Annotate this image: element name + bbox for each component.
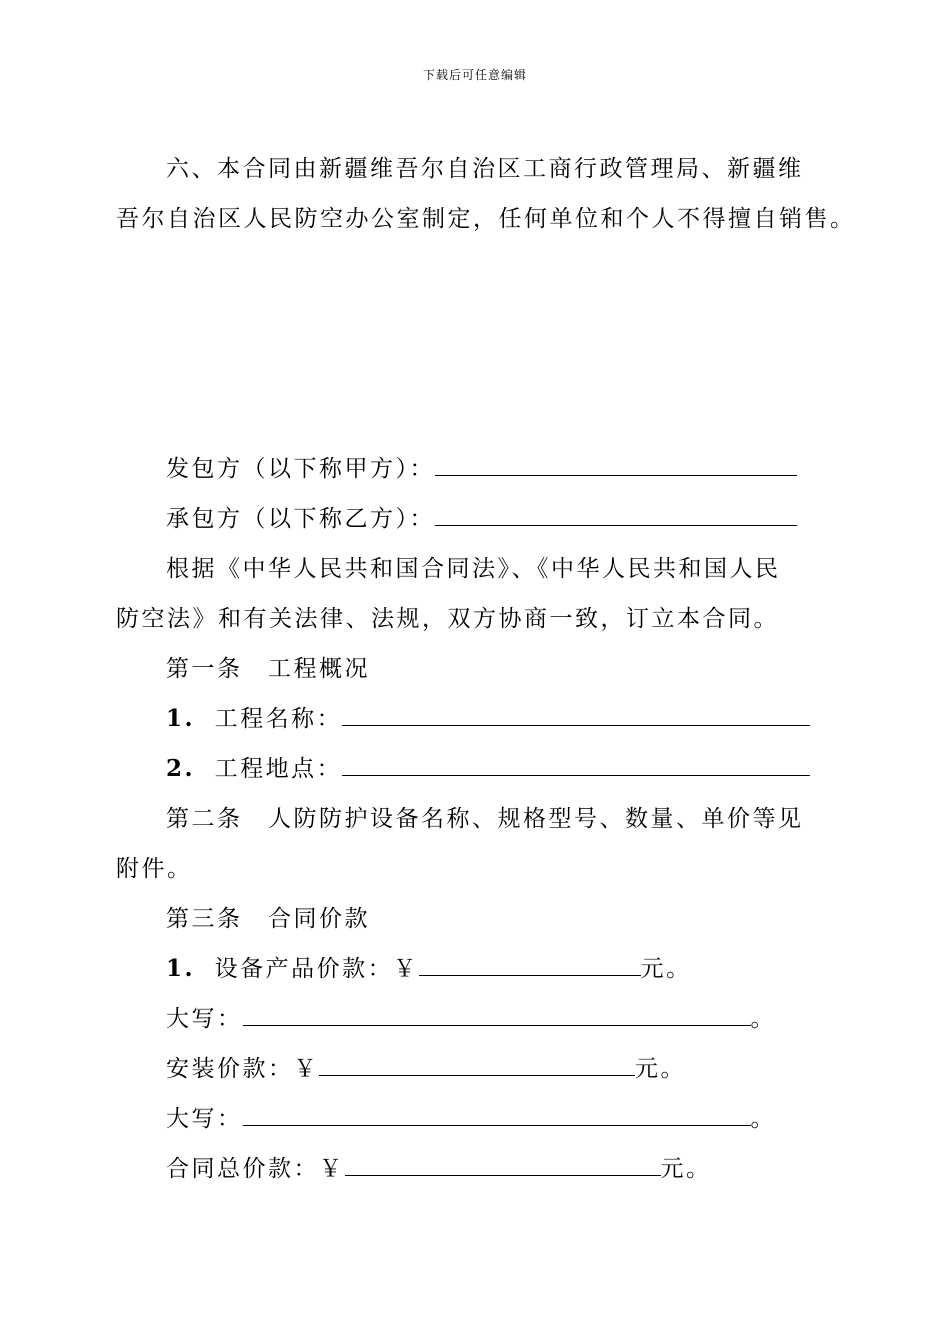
project-location-label: 工程地点： (214, 756, 343, 782)
party-b-blank[interactable] (435, 505, 797, 526)
project-location-blank[interactable] (342, 755, 810, 776)
equipment-price-label: 设备产品价款：￥ (214, 956, 419, 982)
article-1-title: 第一条 工程概况 (166, 656, 370, 682)
project-name-label: 工程名称： (214, 706, 343, 732)
yuan-unit: 元。 (640, 956, 692, 982)
project-name-blank[interactable] (342, 705, 810, 726)
party-b-row (166, 504, 797, 534)
item-number: 1. (166, 955, 196, 982)
equipment-price-row (166, 954, 692, 984)
equipment-daxie-row (166, 1004, 776, 1034)
install-price-label: 安装价款：￥ (166, 1056, 319, 1082)
install-daxie-row (166, 1104, 776, 1134)
party-a-label: 发包方（以下称甲方）： (166, 456, 435, 482)
period: 。 (750, 1106, 776, 1132)
project-name-row (166, 704, 810, 734)
install-daxie-blank[interactable] (243, 1105, 751, 1126)
project-location-row (166, 754, 810, 784)
install-price-blank[interactable] (319, 1055, 635, 1076)
party-a-row (166, 454, 797, 484)
article-2-line-1: 第二条 人防防护设备名称、规格型号、数量、单价等见 (166, 806, 804, 832)
party-a-blank[interactable] (435, 455, 797, 476)
party-b-label: 承包方（以下称乙方）： (166, 506, 435, 532)
equipment-daxie-blank[interactable] (243, 1005, 751, 1026)
item-number: 1. (166, 705, 196, 732)
install-price-row (166, 1054, 686, 1084)
page-header: 下载后可任意编辑 (422, 68, 527, 82)
yuan-unit: 元。 (635, 1056, 686, 1082)
total-price-blank[interactable] (345, 1155, 661, 1176)
total-price-label: 合同总价款：￥ (166, 1156, 345, 1182)
yuan-unit: 元。 (660, 1156, 712, 1182)
period: 。 (750, 1006, 776, 1032)
daxie-label: 大写： (166, 1106, 243, 1132)
preamble-line-1: 根据《中华人民共和国合同法》、《中华人民共和国人民 (166, 556, 781, 582)
clause-6-line-2: 吾尔自治区人民防空办公室制定，任何单位和个人不得擅自销售。 (116, 206, 856, 232)
equipment-price-blank[interactable] (419, 955, 641, 976)
article-2-line-2: 附件。 (116, 856, 193, 882)
total-price-row (166, 1154, 712, 1184)
clause-6-line-1: 六、本合同由新疆维吾尔自治区工商行政管理局、新疆维 (166, 156, 804, 182)
item-number: 2. (166, 755, 196, 782)
daxie-label: 大写： (166, 1006, 243, 1032)
article-3-title: 第三条 合同价款 (166, 906, 370, 932)
preamble-line-2: 防空法》和有关法律、法规，双方协商一致，订立本合同。 (116, 606, 779, 632)
